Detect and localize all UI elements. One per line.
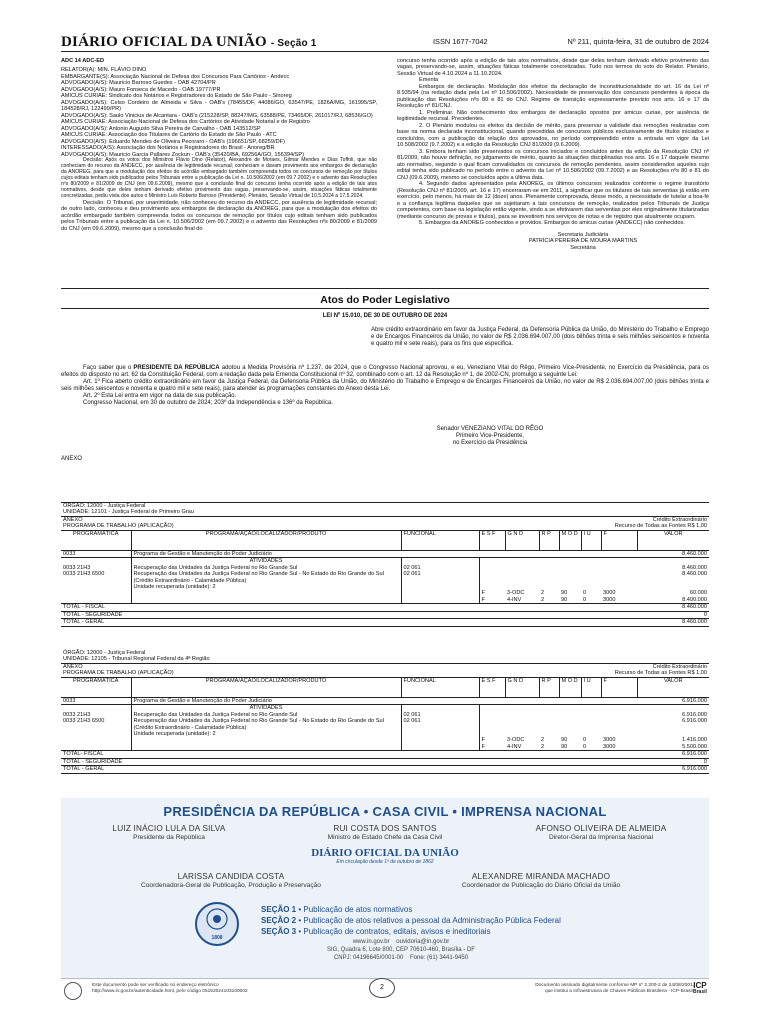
dou-masthead	[285, 847, 485, 866]
dou-since: Em circulação desde 1º de outubro de 1862	[336, 858, 434, 865]
anexo-label: ANEXO	[63, 516, 83, 523]
col-header: PROGRAMÁTICA	[73, 530, 119, 537]
issn: ISSN 1677-7042	[433, 37, 488, 46]
unidade: UNIDADE: 12105 - Tribunal Regional Federal da 4ª Região	[61, 656, 709, 663]
preamble: Faço saber que o PRESIDENTE DA REPÚBLICA adotou a Medida Provisória nº 1.237, de 2024, que o Congresso Nacional aprovou, e eu, Veneziano Vital do Rêgo, Primeiro Vice-Presidente, no Exercício da Presidência, para os efeitos do disposto no art. 62 da Constituição Federal, com a redação dada pela Emenda Constitucional nº 32, combinado com o art. 12 da Resolução nº 1, de 2002-CN, promulgo a seguinte Lei:	[61, 365, 710, 378]
article-2: Art. 2º Esta Lei entra em vigor na data de sua publicação.	[83, 392, 237, 399]
email-link[interactable]: ouvidoria@in.gov.br	[396, 939, 450, 945]
law-title: LEI Nº 15.010, DE 30 DE OUTUBRO DE 2024	[322, 313, 448, 319]
orgao: ÓRGÃO: 12000 - Justiça Federal	[63, 650, 146, 656]
iu-cell: 0	[583, 737, 587, 744]
paragraph: Embargos de declaração. Modulação dos efeitos da declaração de inconstitucionalidade do art. 16 da Lei nº 8.935/94 (na redação dada pela Lei nº 10.506/2002). Necessidade de preservação dos concursos pendentes à época da publicação das Resoluções nºs 80 e 81 do CNJ. Regime de transição expressamente previsto nos arts. 16 e 17 da Resolução nº 81/CNJ.	[397, 83, 709, 110]
action-value: 8.460.000	[682, 571, 707, 578]
col-header: FUNCIONAL	[401, 677, 479, 697]
seal-year: 1808	[211, 935, 223, 941]
mod-cell: 90	[561, 596, 568, 603]
section-label: - Seção 1	[270, 38, 317, 49]
seal-emblem-icon	[197, 904, 237, 934]
col-header: FUNCIONAL	[401, 530, 479, 550]
col-header: M O D	[559, 530, 581, 550]
official-name: AFONSO OLIVEIRA DE ALMEIDA	[535, 824, 667, 833]
source-label: Recurso de Todas as Fontes R$ 1,00	[614, 670, 707, 677]
paragraph: 4. Segundo dados apresentados pela ANOREG, os últimos concursos realizados conforme o regime transitório (Resolução CNJ nº 81/2009, art. 16 e 17) encerraram-se em 2011, a significar que os titulares de tais serventias já estão em exercício, pelo menos, há mais de 12 (doze) anos. Plenamente comprovada, desse modo, a necessidade de tutelar a boa-fé e a confiança legítima daqueles que se sujeitaram a tais concursos de remoção, realizados pelos Tribunais de Justiça competentes, com base na legislação então vigente, vindo a se efetivarem das serventias por eles originalmente titularizadas (mediante concurso de provas e títulos), para se investirem nos serviços de notas e de registro que atualmente ocupam.	[397, 181, 709, 220]
action-code: 0033 21H3	[63, 564, 91, 571]
action-value: 8.460.000	[682, 564, 707, 571]
mod-cell: 90	[561, 743, 568, 750]
signer-role: no Exercício da Presidência	[452, 439, 528, 446]
masthead-footer	[61, 798, 709, 978]
official-role: Coordenador de Publicação do Diário Oficial da União	[461, 881, 621, 889]
official-role: Presidente da República	[133, 833, 205, 841]
total-label: TOTAL - GERAL	[63, 619, 105, 626]
signer-role: Primeiro Vice-Presidente,	[456, 432, 524, 439]
col-header: I U	[581, 530, 601, 550]
col-header: M O D	[559, 677, 581, 697]
institution-banner: PRESIDÊNCIA DA REPÚBLICA • CASA CIVIL • IMPRENSA NACIONAL	[163, 804, 607, 819]
signer-name: Senador VENEZIANO VITAL DO RÊGO	[436, 426, 544, 432]
party-line: AMICUS CURIAE: Sindicato dos Notários e Registradores do Estado de São Paulo - Sinoreg	[61, 93, 292, 100]
functional-code: 02 061	[401, 565, 479, 571]
mod-cell: 90	[561, 590, 568, 597]
paragraph: 1. Preliminar. Não conhecimento dos embargos de declaração opostos por amicus curiae, por ausência de legitimidade recursal. Precedentes.	[397, 109, 709, 123]
contact-info	[301, 938, 501, 962]
left-column	[61, 58, 377, 232]
signature-line: Secretaria Judiciária	[557, 231, 609, 238]
action-code: 0033 21H3 6500	[63, 718, 105, 725]
official-name: ALEXANDRE MIRANDA MACHADO	[471, 872, 611, 881]
col-header: G N D	[505, 677, 539, 697]
budget-table	[61, 502, 709, 627]
signature-line: PATRÍCIA PEREIRA DE MOURA MARTINS	[528, 238, 638, 245]
esf-cell: F	[479, 597, 505, 604]
col-header: F	[601, 530, 637, 550]
budget-table	[61, 650, 709, 774]
col-header: PROGRAMÁTICA	[73, 677, 119, 684]
total-value: 6.916.000	[682, 766, 707, 773]
gnd-cell: 3-ODC	[507, 590, 525, 597]
action-code: 0033 21H3 6500	[63, 571, 105, 578]
official-block	[493, 824, 709, 841]
col-header: E S F	[479, 677, 505, 697]
col-header: F	[601, 677, 637, 697]
page-number: 2	[369, 978, 395, 998]
signature-line: Secretária	[570, 244, 596, 251]
total-label: TOTAL - SEGURIDADE	[63, 611, 123, 618]
esf-cell: F	[479, 590, 505, 596]
verification-note: Este documento pode ser verificado no endereço eletrônico http://www.in.gov.br/autenticidade.html, pelo código 05152024103100002	[92, 983, 312, 994]
total-label: TOTAL - FISCAL	[63, 604, 105, 611]
case-id: ADC 14 ADC-ED	[61, 58, 104, 64]
program-name: Programa de Gestão e Manutenção do Poder Judiciário	[131, 697, 637, 704]
section-rule	[61, 288, 709, 289]
party-line: AMICUS CURIAE: Associação dos Titulares de Cartório do Estado de São Paulo - ATC	[61, 132, 277, 139]
col-header: I U	[581, 677, 601, 697]
dou-name: DIÁRIO OFICIAL DA UNIÃO	[311, 847, 459, 859]
decision-text: Decisão: O Tribunal, por unanimidade, não conheceu do recurso da ANDECC, por ausência de legitimidade recursal; de outro lado, conheceu e deu provimento aos embargos de declaração da ANOREG, para que a modulação dos efeitos do acórdão embargado também compreenda todos os concursos de remoção por títulos cujo editais tenham sido publicados pelos Tribunais entre a publicação da Lei n. 10.506/2002 (em 09.7.2002) e o advento das Resoluções nºs 80/2009 e 81/2009 do CNJ (em 09.6.2009), mesmo que a conclusão final do	[61, 199, 377, 232]
party-line: ADVOGADO(A/S): Mauro Fonseca de Macedo - OAB 19777/PR	[61, 86, 221, 93]
journal-title: DIÁRIO OFICIAL DA UNIÃO - Seção 1	[61, 34, 317, 50]
total-label: TOTAL - SEGURIDADE	[63, 758, 123, 765]
value-cell: 5.500.000	[682, 743, 707, 750]
section-item: SEÇÃO 3 • Publicação de contratos, editais, avisos e ineditoriais	[261, 927, 491, 937]
phone: Fone: (61) 3441-9450	[410, 955, 469, 962]
col-header: VALOR	[637, 530, 709, 550]
address: SIG, Quadra 6, Lote 800, CEP 70610-460, Brasília - DF	[327, 947, 475, 954]
gnd-cell: 4-INV	[507, 743, 522, 750]
program-name: Programa de Gestão e Manutenção do Poder Judiciário	[131, 550, 637, 557]
gnd-cell: 4-INV	[507, 596, 522, 603]
functional-code: 02 061	[401, 712, 479, 718]
official-name: LUIZ INÁCIO LULA DA SILVA	[112, 824, 226, 833]
total-value: 0	[703, 611, 707, 618]
header-rule	[61, 51, 709, 52]
party-line: ADVOGADO(A/S): Celso Cordeiro de Almeida e Silva - OAB's (78455/DF, 44086/GO, 63547/PE, 1826A/MG, 161995/SP, 184528/RJ, 122499/PR)	[61, 99, 377, 113]
iu-cell: 0	[583, 590, 587, 597]
party-line: ADVOGADO(A/S): Saulo Vinicius de Alcantara - OAB's (215228/SP, 88247/MG, 63588/PE, 73465/DF, 261017/RJ, 68536/GO)	[61, 112, 373, 119]
anexo-label: ANEXO	[63, 663, 83, 670]
official-name: LARISSA CANDIDA COSTA	[177, 872, 285, 881]
iu-cell: 0	[583, 596, 587, 603]
paragraph: concurso tenha ocorrido após a edição de tais atos normativos, desde que deles tenham derivado efetivo provimento das vagas, preservando-se, assim, situações fáticas totalmente concretizadas. Tudo nos termos do voto do Relator. Plenário, Sessão Virtual de 4.10.2024 a 11.10.2024.	[397, 58, 709, 77]
official-block	[277, 824, 493, 841]
party-line: ADVOGADO(A/S): Mauricio Garcia Pallares Zockun - OAB's (35420/BA, 69256A/GO, 156394/SP)	[61, 151, 304, 158]
party-line: ADVOGADO(A/S): Mauricio Barroso Guedes - OAB 42704/PR	[61, 80, 216, 87]
official-block	[391, 872, 691, 889]
official-name: RUI COSTA DOS SANTOS	[333, 824, 437, 833]
product-line: Unidade recuperada (unidade): 2	[131, 731, 401, 737]
activities-label: ATIVIDADES	[131, 705, 401, 712]
action-name: Recuperação das Unidades da Justiça Federal no Rio Grande Sul	[131, 565, 401, 571]
action-name: Recuperação das Unidades da Justiça Federal no Rio Grande Sul - No Estado do Rio Grande do Sul (Crédito Extraordinário - Calamidade Pública)	[131, 571, 401, 583]
program-value: 6.916.000	[682, 697, 707, 704]
value-cell: 1.416.000	[682, 737, 707, 744]
value-cell: 8.400.000	[682, 596, 707, 603]
party-line: AMICUS CURIAE: Associação Nacional de Defesa dos Cartórios de Atividade Notarial e de Registro	[61, 119, 310, 126]
iu-cell: 0	[583, 743, 587, 750]
official-block	[81, 872, 381, 889]
article-1: Art. 1º Fica aberto crédito extraordinário em favor da Justiça Federal, da Defensoria Pública da União, do Ministério do Trabalho e Emprego e de Encargos Financeiros da União, no valor de R$ 2.036.694.007,00 (dois bilhões trinta e seis milhões seiscentos e noventa e quatro mil e sete reais), para atender às programações constantes do Anexo desta Lei.	[61, 378, 709, 392]
credito-label: Crédito Extraordinário	[652, 663, 707, 670]
col-header: VALOR	[637, 677, 709, 697]
law-signature	[390, 426, 590, 447]
official-role: Diretor-Geral da Imprensa Nacional	[548, 833, 654, 841]
law-ementa: Abre crédito extraordinário em favor da Justiça Federal, da Defensoria Pública da União, do Ministério do Trabalho e Emprego e de Encargos Financeiros da União, no valor de R$ 2.036.694.007,00 (dois bilhões trinta e seis milhões seiscentos e noventa e quatro mil e sete reais), para os fins que especifica.	[371, 327, 709, 347]
program-code: 0033	[63, 697, 76, 704]
col-header: R P	[539, 677, 559, 697]
esf-cell: F	[479, 744, 505, 751]
right-column	[397, 58, 709, 251]
decision-text: Decisão: Após os votos dos Ministros Flávio Dino (Relator), Alexandre de Moraes, Gilmar Mendes e Dias Toffoli, que não conheciam do recurso da ANDECC, por ausência de legitimidade recursal; conheciam e davam provimento aos embargos de declaração da ANOREG, para que a modulação dos efeitos do acórdão embargado também compreenda todos os concursos de remoção por títulos cujos editais tenham sido publicados pelos Tribunais entre a publicação da Lei n. 10.506/2002 (em 09.7.2002) e o advento das Resoluções nºs 80/2009 e 81/2009 do CNJ (em 09.6.2009), mesmo que a conclusão final do concurso tenha ocorrido após a edição de tais atos normativos, desde que deles tenham derivado efetivo provimento das vagas, preservando-se, assim, situações fáticas totalmente concretizadas, pediu vista dos autos o Ministro Luís Roberto Barroso (Presidente). Plenário, Sessão Virtual de 10.5.2024 a 17.5.2024.	[61, 157, 377, 199]
value-cell: 60.000	[689, 590, 707, 597]
signature-note: Documento assinado digitalmente conforme MP nº 2.200-2 de 24/08/2001, que institui a Infraestrutura de Chaves Públicas Brasileira - ICP-Brasil.	[535, 983, 694, 994]
party-line: RELATOR(A): MIN. FLÁVIO DINO	[61, 67, 147, 74]
party-line: INTERESSADO(A/S): Associação dos Notários e Registradores do Brasil - Anoreg/BR	[61, 145, 275, 152]
action-name: Recuperação das Unidades da Justiça Federal no Rio Grande Sul	[131, 712, 401, 718]
source-label: Recurso de Todas as Fontes R$ 1,00	[614, 523, 707, 530]
website-link[interactable]: www.in.gov.br	[352, 939, 390, 945]
total-label: TOTAL- FISCAL	[63, 751, 104, 758]
f-cell: 3000	[603, 743, 616, 750]
col-header: E S F	[479, 530, 505, 550]
functional-code: 02 061	[401, 718, 479, 730]
total-value: 8.460.000	[682, 604, 707, 611]
program-value: 8.460.000	[682, 550, 707, 557]
official-role: Coordenadora-Geral de Publicação, Produção e Preservação	[141, 881, 321, 889]
cnpj: CNPJ: 04196645/0001-00	[333, 955, 404, 962]
product-line: Unidade recuperada (unidade): 2	[131, 584, 401, 590]
esf-cell: F	[479, 737, 505, 743]
col-header: G N D	[505, 530, 539, 550]
official-role: Ministro de Estado Chefe da Casa Civil	[327, 833, 443, 841]
ementa-label: Ementa	[419, 77, 439, 84]
law-body	[61, 365, 709, 407]
functional-code: 02 061	[401, 571, 479, 583]
section-item: SEÇÃO 2 • Publicação de atos relativos a pessoal da Administração Pública Federal	[261, 916, 561, 926]
action-name: Recuperação das Unidades da Justiça Federal no Rio Grande Sul - No Estado do Rio Grande do Sul (Crédito Extraordinário - Calamidade Pública)	[131, 718, 401, 730]
program-code: 0033	[63, 550, 76, 557]
orgao: ÓRGÃO: 12000 - Justiça Federal	[61, 503, 709, 510]
col-header: PROGRAMA/AÇÃO/LOCALIZADOR/PRODUTO	[131, 677, 401, 697]
f-cell: 3000	[603, 596, 616, 603]
rp-cell: 2	[541, 743, 545, 750]
brasao-icon	[64, 982, 82, 1000]
program-label: PROGRAMA DE TRABALHO (APLICAÇÃO)	[63, 670, 174, 677]
total-value: 6.916.000	[682, 751, 707, 758]
gnd-cell: 3-ODC	[507, 737, 525, 744]
total-value: 0	[703, 758, 707, 765]
paragraph: 2. O Plenário modulou os efeitos da decisão de mérito, para preservar a validade das remoções realizadas com base na norma declarada inconstitucional, quando precedidas de concursos públicos exclusivamente de títulos iniciados e concluídos, com a publicação da relação dos aprovados, no período compreendido entre a entrada em vigor da Lei 10.508/2002 (9.7.2002) e a edição da Resolução CNJ 81/2009 (9.6.2009).	[397, 122, 709, 149]
mod-cell: 90	[561, 737, 568, 744]
action-code: 0033 21H3	[63, 711, 91, 718]
action-value: 6.916.000	[682, 718, 707, 725]
official-block	[61, 824, 277, 841]
program-label: PROGRAMA DE TRABALHO (APLICAÇÃO)	[63, 523, 174, 530]
page-header	[61, 34, 709, 48]
section-list	[261, 904, 621, 938]
verification-link[interactable]: http://www.in.gov.br/autenticidade.html, pelo código 05152024103100002	[92, 988, 248, 994]
annex-title: ANEXO	[61, 456, 83, 462]
imprensa-nacional-seal-icon	[195, 902, 239, 946]
activities-label: ATIVIDADES	[131, 558, 401, 565]
col-header: PROGRAMA/AÇÃO/LOCALIZADOR/PRODUTO	[131, 530, 401, 550]
section-title: Atos do Poder Legislativo	[320, 294, 450, 306]
closing: Congresso Nacional, em 30 de outubro de 2024; 203º da Independência e 136º da República.	[83, 399, 333, 406]
total-label: TOTAL - GERAL	[63, 766, 105, 773]
edition-info: Nº 211, quinta-feira, 31 de outubro de 2024	[567, 37, 709, 46]
section-rule	[61, 308, 709, 309]
credito-label: Crédito Extraordinário	[652, 516, 707, 523]
unidade: UNIDADE: 12101 - Justiça Federal de Primeiro Grau	[61, 509, 709, 516]
paragraph: 5. Embargos da ANOREG conhecidos e providos. Embargos do amicus curiae (ANDECC) não conhecidos.	[419, 220, 685, 227]
total-value: 8.460.000	[682, 619, 707, 626]
section-item: SEÇÃO 1 • Publicação de atos normativos	[261, 905, 413, 914]
col-header: R P	[539, 530, 559, 550]
party-line: EMBARGANTE(S): Associação Nacional de Defesa dos Concursos Para Cartórios - Andecc	[61, 73, 290, 80]
rp-cell: 2	[541, 590, 545, 597]
rp-cell: 2	[541, 596, 545, 603]
party-line: ADVOGADO(A/S): Eduardo Mendes de Oliveira Pecoraro - OAB's (196651/SP, 68259/DF)	[61, 138, 285, 145]
icp-brasil-logo: ICP Brasil	[693, 981, 707, 995]
paragraph: 3. Embora tenham sido preservados os concursos iniciados e concluídos antes da edição da Resolução CNJ nº 81/2009, não houve definição, no julgamento de mérito, quanto às situações disciplinadas nos arts. 16 e 17 daquele mesmo ato normativo, segundo o qual ficam convalidados os concursos de remoção pendentes, assim considerados aqueles cujo edital tenha sido publicado no período entre o advento da Lei nº 10.506/2002 (09.7.2002) e as Resoluções nºs 80 e 81 do CNJ (09.6.2009), mesmo se concluídos após a última data.	[397, 148, 709, 181]
f-cell: 3000	[603, 737, 616, 744]
party-line: ADVOGADO(A/S): Antonio Augusto Silva Pereira de Carvalho - OAB 143512/SP	[61, 125, 261, 132]
action-value: 6.916.000	[682, 711, 707, 718]
f-cell: 3000	[603, 590, 616, 597]
rp-cell: 2	[541, 737, 545, 744]
